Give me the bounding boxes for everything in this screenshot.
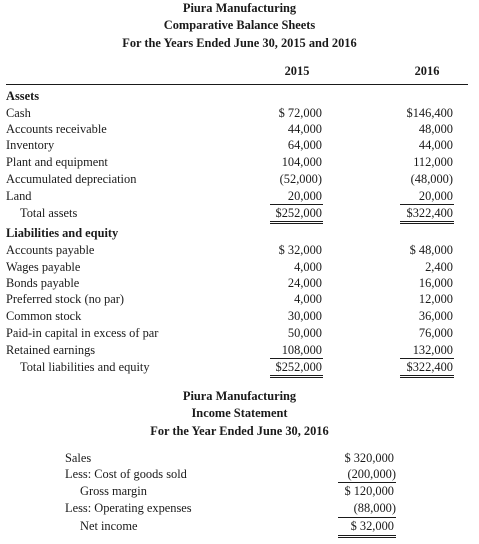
asset-label: Plant and equipment xyxy=(6,155,108,169)
asset-label: Accounts receivable xyxy=(6,122,107,136)
asset-value-2016: (48,000) xyxy=(410,172,453,186)
asset-value-2015: (52,000) xyxy=(279,172,322,186)
total-liabilities-2016: $322,400 xyxy=(406,360,453,374)
liability-label: Paid-in capital in excess of par xyxy=(6,326,159,340)
total-liabilities-label: Total liabilities and equity xyxy=(20,360,150,374)
asset-label: Land xyxy=(6,189,32,203)
income-label: Less: Operating expenses xyxy=(65,501,192,515)
liabilities-heading: Liabilities and equity xyxy=(6,226,119,240)
liability-value-2016: 16,000 xyxy=(418,276,453,290)
net-income-double-rule xyxy=(338,535,396,538)
liability-label: Common stock xyxy=(6,309,82,323)
income-value: $ 320,000 xyxy=(344,451,394,465)
total-double-rule-2015 xyxy=(270,221,323,224)
income-label: Less: Cost of goods sold xyxy=(65,467,187,481)
liability-label: Wages payable xyxy=(6,260,81,274)
liability-value-2015: 30,000 xyxy=(287,309,322,323)
asset-value-2015: $ 72,000 xyxy=(278,106,322,120)
col-header-2015: 2015 xyxy=(284,64,310,78)
liability-value-2015: $ 32,000 xyxy=(278,243,322,257)
asset-label: Inventory xyxy=(6,138,55,152)
liability-label: Preferred stock (no par) xyxy=(6,292,125,306)
liability-value-2016: $ 48,000 xyxy=(409,243,453,257)
liability-value-2015: 4,000 xyxy=(294,260,322,274)
balance-sheet-period: For the Years Ended June 30, 2015 and 2016 xyxy=(122,36,357,50)
liability-value-2016: 132,000 xyxy=(412,343,453,357)
subtotal-rule-2016 xyxy=(400,204,454,205)
total-assets-2015: $252,000 xyxy=(275,206,322,220)
asset-label: Cash xyxy=(6,106,31,120)
income-value: $ 120,000 xyxy=(344,484,394,498)
asset-value-2015: 44,000 xyxy=(287,122,322,136)
col-header-2016: 2016 xyxy=(414,64,440,78)
subtotal-rule-2015 xyxy=(270,204,323,205)
income-label: Gross margin xyxy=(80,484,147,498)
liability-label: Bonds payable xyxy=(6,276,80,290)
asset-value-2015: 20,000 xyxy=(287,189,322,203)
liability-value-2016: 36,000 xyxy=(418,309,453,323)
liability-label: Retained earnings xyxy=(6,343,96,357)
total-double-rule-2016 xyxy=(400,375,454,378)
total-assets-label: Total assets xyxy=(20,206,78,220)
income-value: (200,000) xyxy=(347,467,396,481)
liability-value-2015: 4,000 xyxy=(294,292,322,306)
income-statement-company: Piura Manufacturing xyxy=(182,389,297,403)
total-assets-2016: $322,400 xyxy=(406,206,453,220)
assets-heading: Assets xyxy=(6,89,40,103)
liability-value-2015: 50,000 xyxy=(287,326,322,340)
asset-value-2016: 112,000 xyxy=(413,155,453,169)
income-statement-title: Income Statement xyxy=(191,406,288,420)
liability-value-2016: 76,000 xyxy=(418,326,453,340)
asset-label: Accumulated depreciation xyxy=(6,172,137,186)
liability-value-2015: 24,000 xyxy=(287,276,322,290)
liability-value-2016: 12,000 xyxy=(418,292,453,306)
income-label: Net income xyxy=(80,519,138,533)
asset-value-2016: 48,000 xyxy=(418,122,453,136)
balance-sheet-company: Piura Manufacturing xyxy=(182,1,297,15)
liability-value-2015: 108,000 xyxy=(281,343,322,357)
net-income-rule xyxy=(338,517,396,518)
total-liabilities-2015: $252,000 xyxy=(275,360,322,374)
income-label: Sales xyxy=(65,451,92,465)
income-statement-period: For the Year Ended June 30, 2016 xyxy=(150,424,329,438)
income-value: $ 32,000 xyxy=(350,519,394,533)
balance-sheet-title: Comparative Balance Sheets xyxy=(163,18,316,32)
liability-value-2016: 2,400 xyxy=(425,260,453,274)
header-divider xyxy=(6,84,468,85)
asset-value-2015: 64,000 xyxy=(287,138,322,152)
asset-value-2016: 44,000 xyxy=(418,138,453,152)
liability-label: Accounts payable xyxy=(6,243,95,257)
income-value: (88,000) xyxy=(353,501,396,515)
asset-value-2016: $146,400 xyxy=(406,106,453,120)
asset-value-2016: 20,000 xyxy=(418,189,453,203)
subtotal-rule-2016 xyxy=(400,358,454,359)
total-double-rule-2015 xyxy=(270,375,323,378)
subtotal-rule-2015 xyxy=(270,358,323,359)
asset-value-2015: 104,000 xyxy=(281,155,322,169)
gross-margin-rule xyxy=(338,482,396,483)
total-double-rule-2016 xyxy=(400,221,454,224)
